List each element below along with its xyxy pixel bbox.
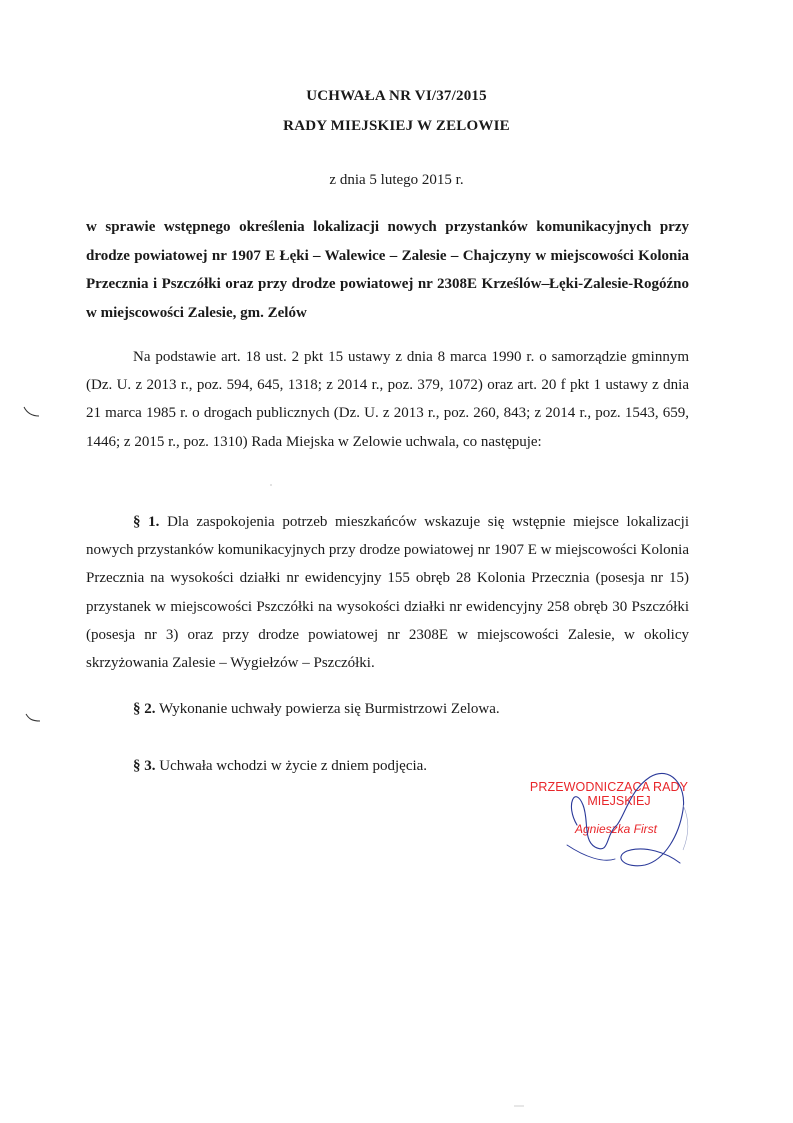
section-number: § 2. (133, 701, 156, 717)
section-1 (86, 508, 689, 677)
scan-margin-mark (24, 712, 44, 726)
resolution-date: z dnia 5 lutego 2015 r. (329, 172, 464, 188)
legal-basis-text: Na podstawie art. 18 ust. 2 pkt 15 ustawy z dnia 8 marca 1990 r. o samorządzie gminnym (Dz. U. z 2013 r., poz. 594, 645, 1318; z 2014 r., poz. 379, 1072) oraz art. 20 f pkt 1 ustawy z dnia 21 marca 1985 r. o drogach publicznych (Dz. U. z 2013 r., poz. 260, 843; z 2014 r., poz. 1543, 659, 1446; z 2015 r., poz. 1310) Rada Miejska w Zelowie uchwala, co następuje: (86, 349, 689, 450)
signature-stroke (567, 845, 615, 860)
stamp-subtitle: MIEJSKIEJ (587, 794, 651, 808)
section-2 (133, 701, 500, 718)
legal-basis-paragraph (86, 343, 689, 456)
council-name: RADY MIEJSKIEJ W ZELOWIE (283, 118, 510, 134)
official-stamp (524, 780, 694, 836)
scan-speck (510, 1100, 530, 1110)
resolution-number: UCHWAŁA NR VI/37/2015 (306, 88, 487, 104)
resolution-subject: w sprawie wstępnego określenia lokalizacji nowych przystanków komunikacyjnych przy drodze powiatowej nr 1907 E Łęki – Walewice – Zalesie – Chajczyny w miejscowości Kolonia Przecznia i Pszczółki oraz przy drodze powiatowej nr 2308E Krześlów–Łęki-Zalesie-Rogóźno w miejscowości Zalesie, gm. Zelów (86, 219, 689, 321)
scan-speck (270, 484, 272, 486)
scan-margin-mark (22, 405, 42, 419)
stamp-title: PRZEWODNICZĄCA RADY (529, 780, 689, 794)
section-3 (133, 758, 427, 775)
section-text: Wykonanie uchwały powierza się Burmistrzowi Zelowa. (158, 701, 500, 717)
section-text: Dla zaspokojenia potrzeb mieszkańców wskazuje się wstępnie miejsce lokalizacji nowych przystanków komunikacyjnych przy drodze powiatowej nr 1907 E w miejscowości Kolonia Przecznia na wysokości działki nr ewidencyjny 155 obręb 28 Kolonia Przecznia (posesja nr 15) przystanek w miejscowości Pszczółki na wysokości działki nr ewidencyjny 258 obręb 30 Pszczółki (posesja nr 3) oraz przy drodze powiatowej nr 2308E w miejscowości Zalesie, w okolicy skrzyżowania Zalesie – Wygiełzów – Pszczółki. (86, 514, 690, 672)
section-number: § 3. (133, 758, 156, 774)
section-number: § 1. (133, 514, 160, 530)
stamp-name: Agnieszka First (574, 822, 658, 836)
section-text: Uchwała wchodzi w życie z dniem podjęcia. (159, 758, 428, 774)
